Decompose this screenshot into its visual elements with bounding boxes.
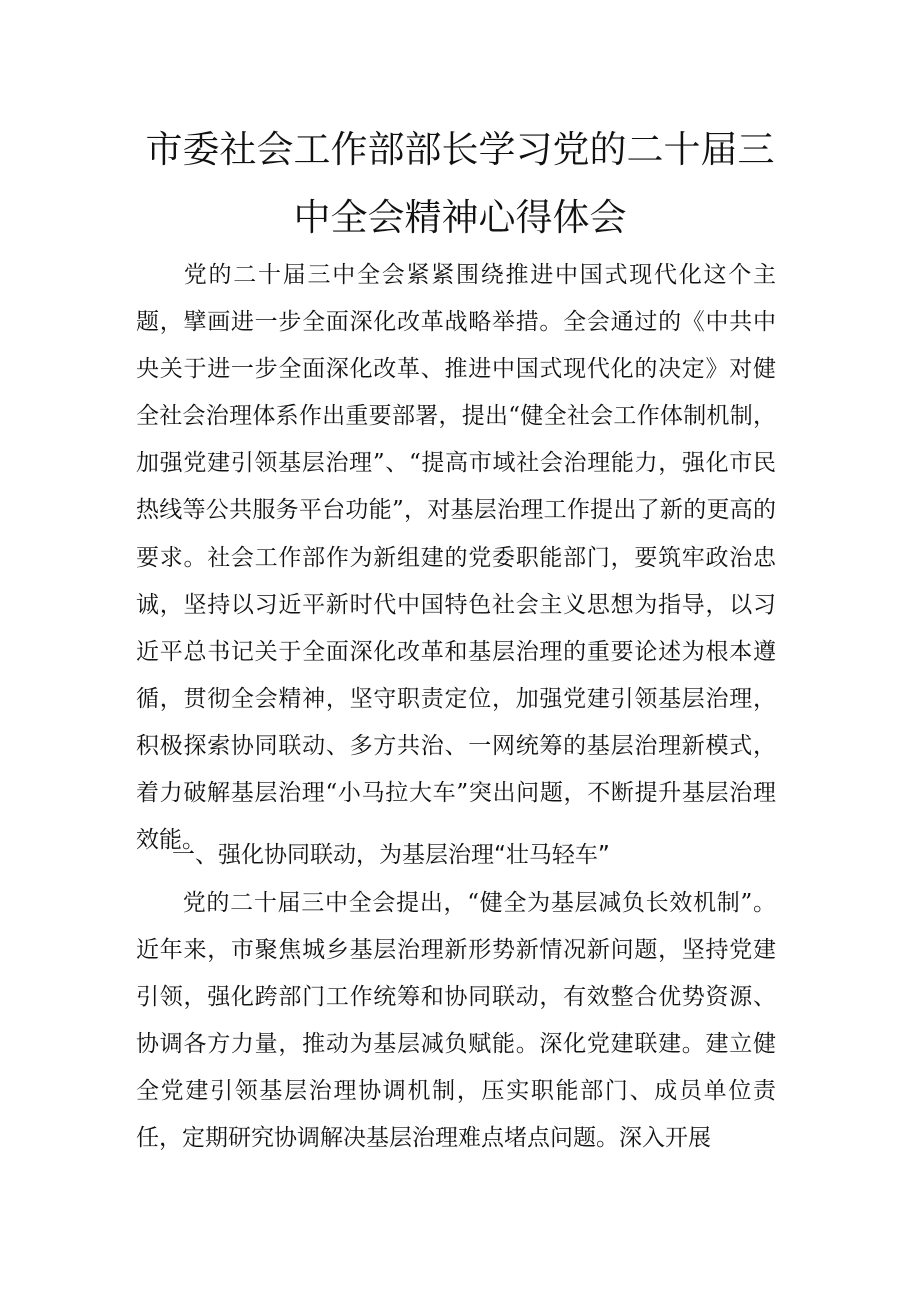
section-1-paragraph — [136, 880, 776, 1163]
section-1-heading: 一、强化协同联动，为基层治理“壮马轻车” — [172, 842, 610, 868]
intro-paragraph — [136, 252, 776, 864]
intro-paragraph-text: 党的二十届三中全会紧紧围绕推进中国式现代化这个主题，擘画进一步全面深化改革战略举措。全会通过的《中共中央关于进一步全面深化改革、推进中国式现代化的决定》对健全社会治理体系作出重要部署，提出“健全社会工作体制机制，加强党建引领基层治理”、“提高市域社会治理能力，强化市民热线等公共服务平台功能”，对基层治理工作提出了新的更高的要求。社会工作部作为新组建的党委职能部门，要筑牢政治忠诚，坚持以习近平新时代中国特色社会主义思想为指导，以习近平总书记关于全面深化改革和基层治理的重要论述为根本遵循，贯彻全会精神，坚守职责定位，加强党建引领基层治理，积极探索协同联动、多方共治、一网统筹的基层治理新模式，着力破解基层治理“小马拉大车”突出问题，不断提升基层治理效能。 — [136, 262, 776, 854]
section-1-paragraph-text: 党的二十届三中全会提出，“健全为基层减负长效机制”。近年来，市聚焦城乡基层治理新形势新情况新问题，坚持党建引领，强化跨部门工作统筹和协同联动，有效整合优势资源、协调各方力量，推动为基层减负赋能。深化党建联建。建立健全党建引领基层治理协调机制，压实职能部门、成员单位责任，定期研究协调解决基层治理难点堵点问题。深入开展 — [136, 890, 776, 1152]
document-title-line-1: 市委社会工作部部长学习党的二十届三 — [145, 128, 775, 171]
document-title-line-2: 中全会精神心得体会 — [293, 196, 627, 239]
